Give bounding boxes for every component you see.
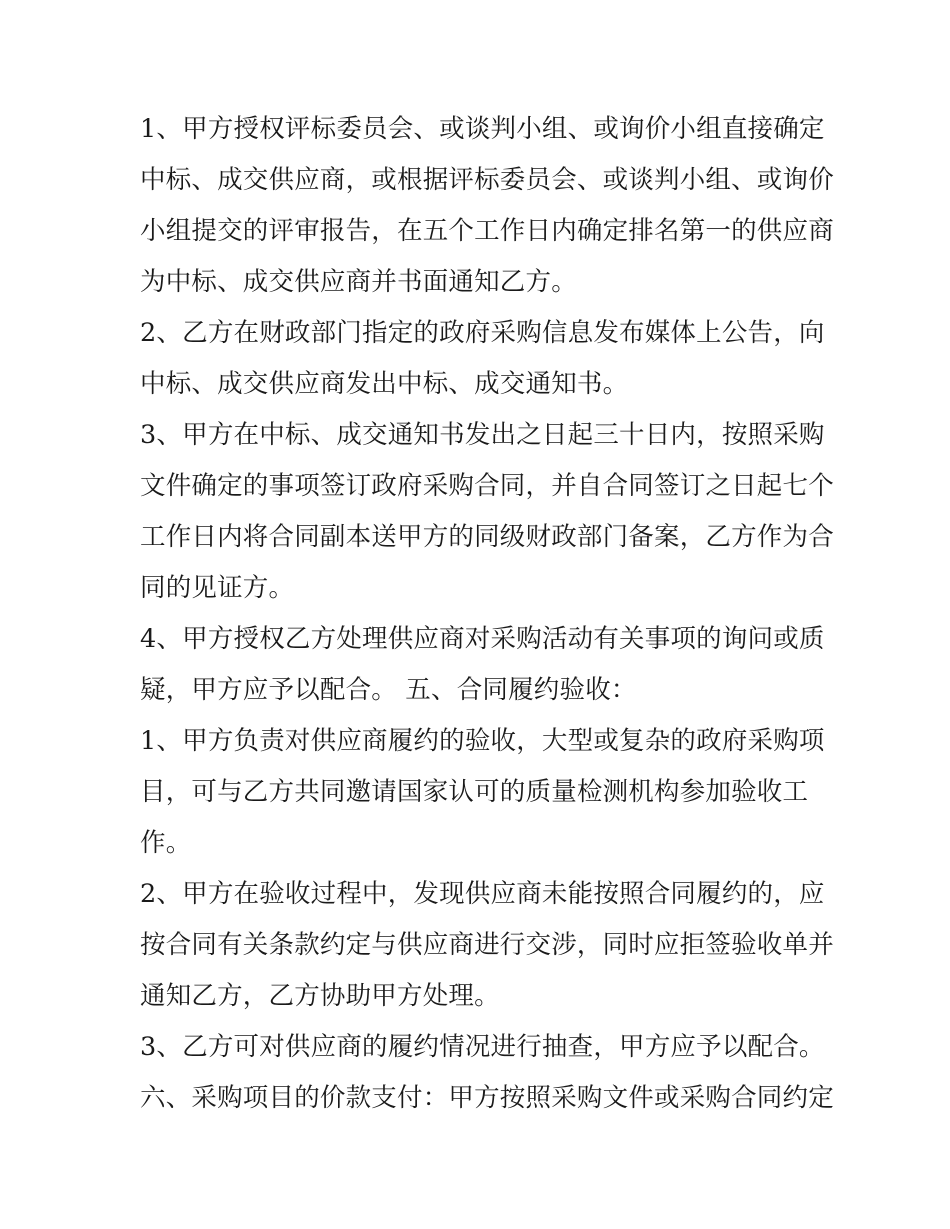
text-line: 为中标、成交供应商并书面通知乙方。 [140, 267, 577, 297]
text-line: 中标、成交供应商发出中标、成交通知书。 [140, 369, 629, 399]
text-line: 3、甲方在中标、成交通知书发出之日起三十日内，按照采购 [140, 420, 825, 450]
text-line: 1、甲方负责对供应商履约的验收，大型或复杂的政府采购项 [140, 726, 825, 756]
text-line: 2、乙方在财政部门指定的政府采购信息发布媒体上公告，向 [140, 318, 825, 348]
text-line: 作。 [140, 828, 192, 858]
text-line: 工作日内将合同副本送甲方的同级财政部门备案，乙方作为合 [140, 522, 834, 552]
text-line: 中标、成交供应商，或根据评标委员会、或谈判小组、或询价 [140, 165, 834, 195]
text-line: 同的见证方。 [140, 573, 295, 603]
text-line: 目，可与乙方共同邀请国家认可的质量检测机构参加验收工 [140, 777, 809, 807]
text-line: 3、乙方可对供应商的履约情况进行抽查，甲方应予以配合。 [140, 1032, 825, 1062]
text-line: 1、甲方授权评标委员会、或谈判小组、或询价小组直接确定 [140, 114, 825, 144]
text-line: 2、甲方在验收过程中，发现供应商未能按照合同履约的，应 [140, 879, 825, 909]
text-line: 小组提交的评审报告，在五个工作日内确定排名第一的供应商 [140, 216, 834, 246]
document-body [140, 104, 834, 1124]
text-line: 4、甲方授权乙方处理供应商对采购活动有关事项的询问或质 [140, 624, 825, 654]
text-line: 疑，甲方应予以配合。 五、合同履约验收： [140, 675, 637, 705]
text-line: 通知乙方，乙方协助甲方处理。 [140, 981, 500, 1011]
text-line: 六、采购项目的价款支付：甲方按照采购文件或采购合同约定 [140, 1083, 834, 1113]
text-line: 按合同有关条款约定与供应商进行交涉，同时应拒签验收单并 [140, 930, 834, 960]
text-line: 文件确定的事项签订政府采购合同，并自合同签订之日起七个 [140, 471, 834, 501]
